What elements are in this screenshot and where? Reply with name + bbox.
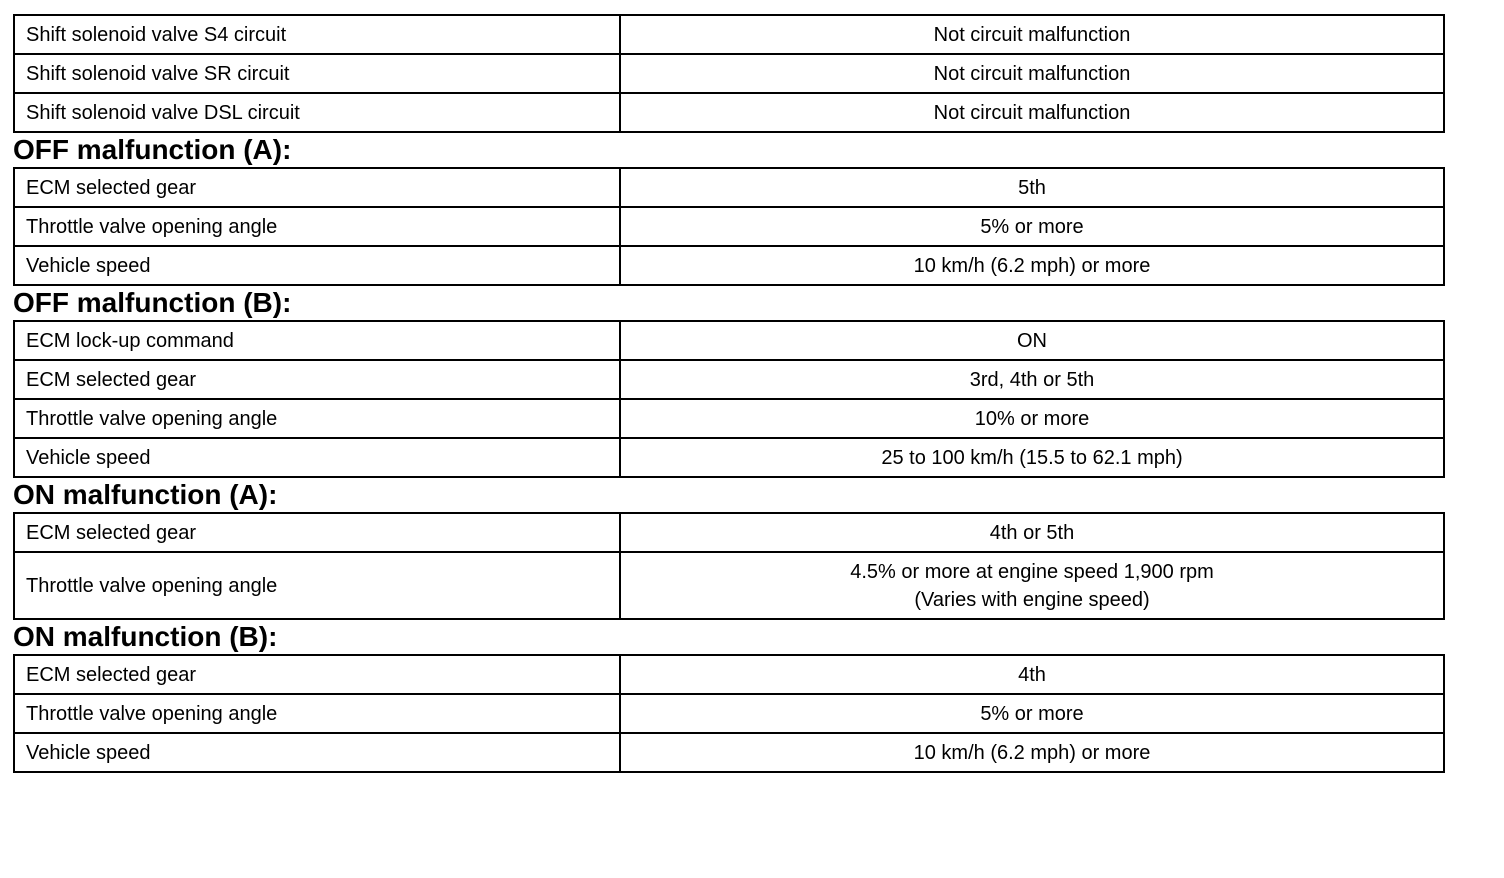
row-label: Throttle valve opening angle (14, 207, 620, 246)
row-label: Vehicle speed (14, 733, 620, 772)
table-row (14, 207, 1444, 246)
section-heading-on-b: ON malfunction (B): (13, 621, 278, 652)
table-row (14, 246, 1444, 285)
off-malfunction-b-table (13, 320, 1445, 478)
row-value: 5% or more (620, 207, 1444, 246)
row-value (620, 552, 1444, 619)
row-label: Vehicle speed (14, 246, 620, 285)
on-malfunction-a-table (13, 512, 1445, 620)
table-row (14, 54, 1444, 93)
section-heading-off-b: OFF malfunction (B): (13, 287, 292, 318)
row-value: 5% or more (620, 694, 1444, 733)
row-label: Throttle valve opening angle (14, 694, 620, 733)
section-heading-on-a: ON malfunction (A): (13, 479, 278, 510)
on-malfunction-b-table (13, 654, 1445, 773)
table-row (14, 733, 1444, 772)
table-row (14, 399, 1444, 438)
row-label: Shift solenoid valve DSL circuit (14, 93, 620, 132)
row-value: 10 km/h (6.2 mph) or more (620, 733, 1444, 772)
row-label: Vehicle speed (14, 438, 620, 477)
table-row (14, 168, 1444, 207)
row-value: 25 to 100 km/h (15.5 to 62.1 mph) (620, 438, 1444, 477)
row-value: Not circuit malfunction (620, 15, 1444, 54)
off-malfunction-a-table (13, 167, 1445, 286)
table-row (14, 321, 1444, 360)
row-label: ECM selected gear (14, 655, 620, 694)
table-row (14, 93, 1444, 132)
row-value-line-2: (Varies with engine speed) (914, 588, 1150, 611)
row-value: Not circuit malfunction (620, 54, 1444, 93)
row-label: ECM selected gear (14, 513, 620, 552)
table-row (14, 438, 1444, 477)
row-label: ECM lock-up command (14, 321, 620, 360)
section-heading-off-a: OFF malfunction (A): (13, 134, 292, 165)
table-row (14, 513, 1444, 552)
row-value: Not circuit malfunction (620, 93, 1444, 132)
table-row (14, 552, 1444, 619)
row-value: 4th or 5th (620, 513, 1444, 552)
row-value: 3rd, 4th or 5th (620, 360, 1444, 399)
table-row (14, 694, 1444, 733)
row-value: 10 km/h (6.2 mph) or more (620, 246, 1444, 285)
table-row (14, 360, 1444, 399)
table-row (14, 655, 1444, 694)
row-value: ON (620, 321, 1444, 360)
row-label: Throttle valve opening angle (14, 399, 620, 438)
row-label: Throttle valve opening angle (14, 552, 620, 619)
row-value: 10% or more (620, 399, 1444, 438)
row-value-line-1: 4.5% or more at engine speed 1,900 rpm (850, 560, 1214, 583)
row-label: Shift solenoid valve S4 circuit (14, 15, 620, 54)
row-label: ECM selected gear (14, 360, 620, 399)
circuit-status-table (13, 14, 1445, 133)
row-label: ECM selected gear (14, 168, 620, 207)
row-value: 5th (620, 168, 1444, 207)
document-page (13, 14, 1445, 773)
row-label: Shift solenoid valve SR circuit (14, 54, 620, 93)
row-value: 4th (620, 655, 1444, 694)
table-row (14, 15, 1444, 54)
